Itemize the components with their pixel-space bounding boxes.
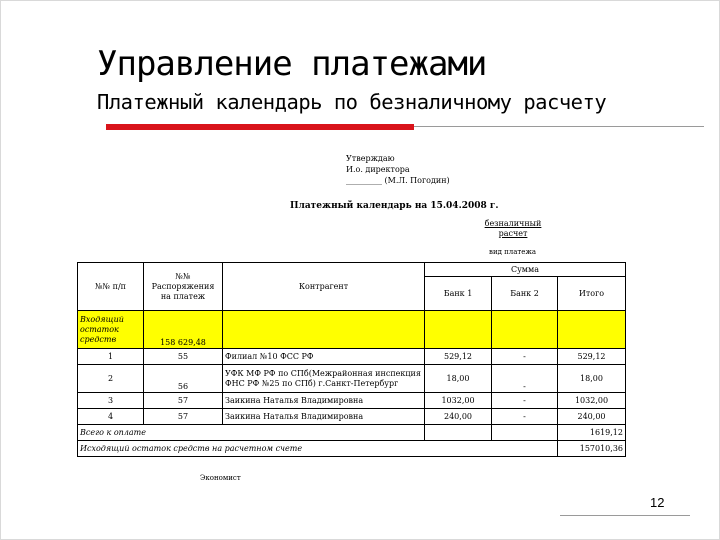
row-bank1: 529,12 — [425, 349, 492, 365]
page-number-line — [560, 515, 690, 516]
header-orders: №№ Распоряжения на платеж — [144, 263, 223, 311]
row-counterparty: Филиал №10 ФСС РФ — [223, 349, 425, 365]
signature-economist: Экономист — [200, 474, 241, 482]
table-row — [78, 409, 626, 425]
table-row — [78, 393, 626, 409]
payment-type-caption: вид платежа — [489, 248, 537, 256]
opening-balance-row — [78, 311, 626, 349]
opening-balance-label: Входящий остаток средств — [78, 311, 144, 349]
row-order: 57 — [144, 393, 223, 409]
row-bank2: - — [492, 393, 558, 409]
approval-line-3: _________ (М.Л. Погодин) — [346, 176, 450, 185]
row-num: 3 — [78, 393, 144, 409]
slide-subtitle: Платежный календарь по безналичному расчету — [97, 90, 607, 114]
payment-type: безналичный расчет — [484, 219, 542, 238]
row-bank1: 1032,00 — [425, 393, 492, 409]
row-total: 1032,00 — [558, 393, 626, 409]
header-sum: Сумма — [425, 263, 626, 277]
header-bank1: Банк 1 — [425, 277, 492, 311]
row-bank2: - — [492, 365, 558, 393]
payment-calendar-table — [77, 262, 626, 457]
table-row — [78, 349, 626, 365]
title-divider — [414, 126, 704, 127]
total-label: Всего к оплате — [78, 425, 425, 441]
row-bank1: 18,00 — [425, 365, 492, 393]
opening-balance-value: 158 629,48 — [144, 311, 223, 349]
closing-balance-row — [78, 441, 626, 457]
row-num: 1 — [78, 349, 144, 365]
approval-line-2: И.о. директора — [346, 165, 410, 174]
row-total: 18,00 — [558, 365, 626, 393]
row-bank1: 240,00 — [425, 409, 492, 425]
row-order: 56 — [144, 365, 223, 393]
row-counterparty: Заикина Наталья Владимировна — [223, 393, 425, 409]
table-row — [78, 365, 626, 393]
closing-balance-value: 157010,36 — [558, 441, 626, 457]
header-num: №№ п/п — [78, 263, 144, 311]
row-order: 55 — [144, 349, 223, 365]
title-accent-bar — [106, 124, 414, 130]
slide-title: Управление платежами — [97, 44, 487, 84]
approval-line-1: Утверждаю — [346, 154, 395, 163]
row-total: 240,00 — [558, 409, 626, 425]
row-num: 2 — [78, 365, 144, 393]
row-bank2: - — [492, 409, 558, 425]
header-counterparty: Контрагент — [223, 263, 425, 311]
row-order: 57 — [144, 409, 223, 425]
page-number: 12 — [650, 495, 665, 510]
total-value: 1619,12 — [558, 425, 626, 441]
header-bank2: Банк 2 — [492, 277, 558, 311]
approval-block — [346, 153, 450, 186]
row-total: 529,12 — [558, 349, 626, 365]
row-num: 4 — [78, 409, 144, 425]
calendar-title: Платежный календарь на 15.04.2008 г. — [290, 201, 499, 211]
row-bank2: - — [492, 349, 558, 365]
row-counterparty: УФК МФ РФ по СПб(Межрайонная инспекция ФНС РФ №25 по СПб) г.Санкт-Петербург — [223, 365, 425, 393]
row-counterparty: Заикина Наталья Владимировна — [223, 409, 425, 425]
total-row — [78, 425, 626, 441]
header-total: Итого — [558, 277, 626, 311]
closing-balance-label: Исходящий остаток средств на расчетном счете — [78, 441, 558, 457]
header-row-1 — [78, 263, 626, 277]
